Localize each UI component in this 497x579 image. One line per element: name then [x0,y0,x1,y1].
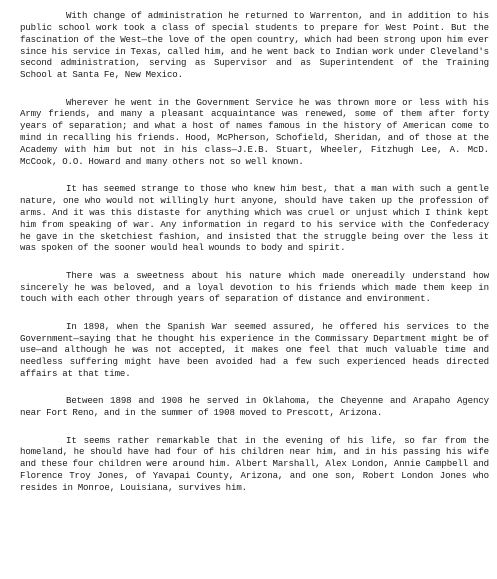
paragraph-spanish-war: In 1898, when the Spanish War seemed assured, he offered his services to the Government—saying that he thought his experience in the Commissary Department might be of use—and although he was not accepted, it makes one feel that much valuable time and needless suffering might have been avoided had a few such experienced heads directed affairs at that time. [20,320,490,380]
paragraph-warrenton: With change of administration he returned to Warrenton, and in addition to his public school work took a class of special students to prepare for West Point. But the fascination of the West—the love of the open country, which had been strong upon him ever since his service in Texas, called him, and he went back to Indian work under Cleveland's second administration, serving as Supervisor and as Superintendent of the Training School at Santa Fe, New Mexico. [20,10,489,81]
paragraph-oklahoma: Between 1898 and 1908 he served in Oklahoma, the Cheyenne and Arapaho Agency near Fort Reno, and in the summer of 1908 moved to Prescott, Arizona. [20,395,489,419]
paragraph-profession-of-arms: It has seemed strange to those who knew him best, that a man with such a gentle nature, one who would not willingly hurt anyone, should have taken up the profession of arms. And it was this distaste for anything which was cruel or unjust which I think kept him from speaking of war. Any information in regard to his service with the Confederacy he gave in the sketchiest fashion, and insisted that the struggle being over the less it was spoken of the sooner would heal wounds to body and spirit. [20,183,489,254]
paragraph-children: It seems rather remarkable that in the evening of his life, so far from the homeland, he should have had four of his children near him, and in his passing his wife and these four children were around him. Albert Marshall, Alex London, Annie Campbell and Florence Troy Jones, of Yavapai County, Arizona, and one son, Robert London Jones who resides in Monroe, Louisiana, survives him. [20,434,489,493]
paragraph-sweetness: There was a sweetness about his nature which made onereadily understand how sincerely he was beloved, and a loyal devotion to his friends which made them keep in touch with each other through years of separation of distance and environment. [20,269,489,305]
paragraph-army-friends: Wherever he went in the Government Service he was thrown more or less with his Army friends, and many a pleasant acquaintance was renewed, some of them after forty years of separation; and what a host of names famous in the history of American come to mind in recalling his friends. Hood, McPherson, Schofield, Sheridan, and of those at the Academy with him but not in his class—J.E.B. Stuart, Wheeler, Fitzhugh Lee, A. McD. McCook, O.O. Howard and many others not so well known. [20,96,489,167]
